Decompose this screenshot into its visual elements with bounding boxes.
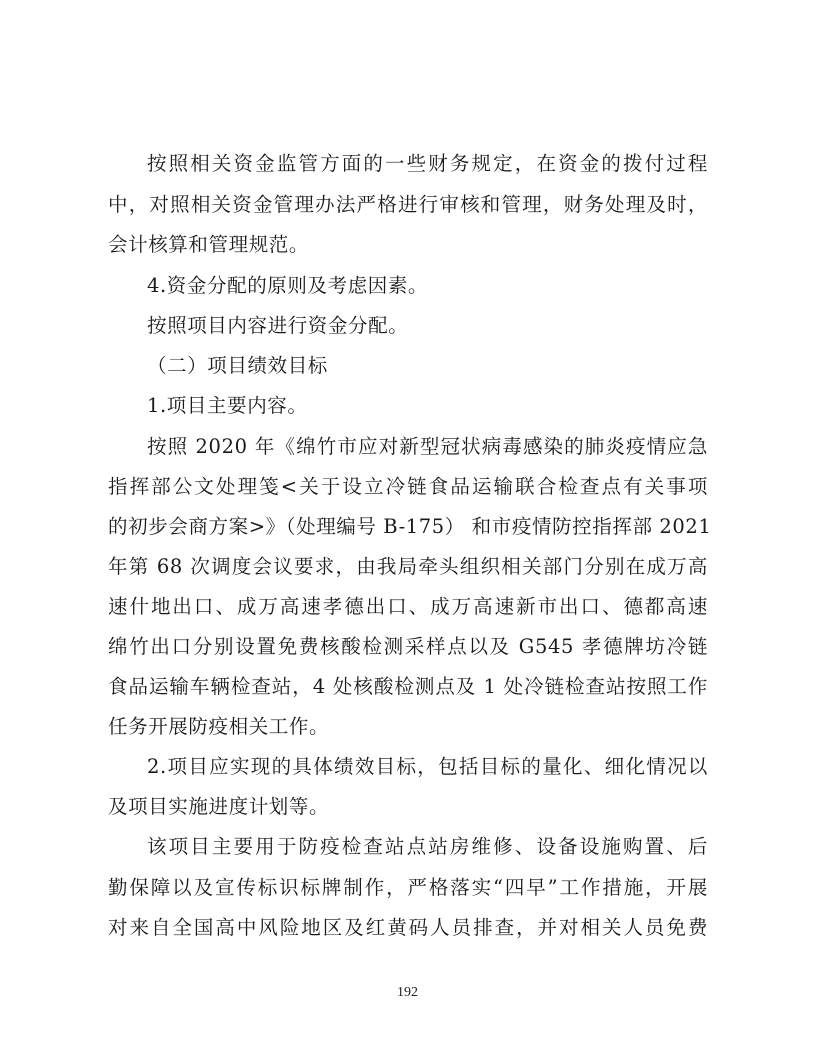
paragraph-line: 食品运输车辆检查站，4 处核酸检测点及 1 处冷链检查站按照工作	[108, 675, 708, 698]
paragraph-line: 按照相关资金监管方面的一些财务规定，在资金的拨付过程	[147, 152, 708, 175]
paragraph-line: 按照项目内容进行资金分配。	[147, 314, 409, 337]
paragraph-line: 按照 2020 年《绵竹市应对新型冠状病毒感染的肺炎疫情应急	[147, 435, 708, 458]
section-heading: （二）项目绩效目标	[147, 354, 328, 377]
paragraph-line: 指挥部公文处理笺<关于设立冷链食品运输联合检查点有关事项	[108, 475, 708, 498]
section-heading: 2.项目应实现的具体绩效目标，包括目标的量化、细化情况以	[147, 755, 708, 778]
paragraph-line: 的初步会商方案>》（处理编号 B-175） 和市疫情防控指挥部 2021	[108, 515, 712, 538]
paragraph-line: 年第 68 次调度会议要求，由我局牵头组织相关部门分别在成万高	[108, 555, 708, 578]
paragraph-line: 对来自全国高中风险地区及红黄码人员排查，并对相关人员免费	[108, 916, 708, 939]
section-heading: 4.资金分配的原则及考虑因素。	[147, 274, 429, 297]
paragraph-line: 速什地出口、成万高速孝德出口、成万高速新市出口、德都高速	[108, 595, 708, 618]
paragraph-line: 中，对照相关资金管理办法严格进行审核和管理，财务处理及时，	[108, 193, 708, 216]
section-heading: 1.项目主要内容。	[147, 394, 308, 417]
paragraph-line: 任务开展防疫相关工作。	[108, 715, 330, 738]
paragraph-line: 该项目主要用于防疫检查站点站房维修、设备设施购置、后	[147, 835, 708, 858]
paragraph-line: 勤保障以及宣传标识标牌制作，严格落实“四早”工作措施，开展	[108, 876, 708, 899]
page-number: 192	[397, 985, 418, 1000]
paragraph-line: 及项目实施进度计划等。	[108, 795, 330, 818]
paragraph-line: 会计核算和管理规范。	[108, 233, 310, 256]
paragraph-line: 绵竹出口分别设置免费核酸检测采样点以及 G545 孝德牌坊冷链	[108, 635, 708, 658]
